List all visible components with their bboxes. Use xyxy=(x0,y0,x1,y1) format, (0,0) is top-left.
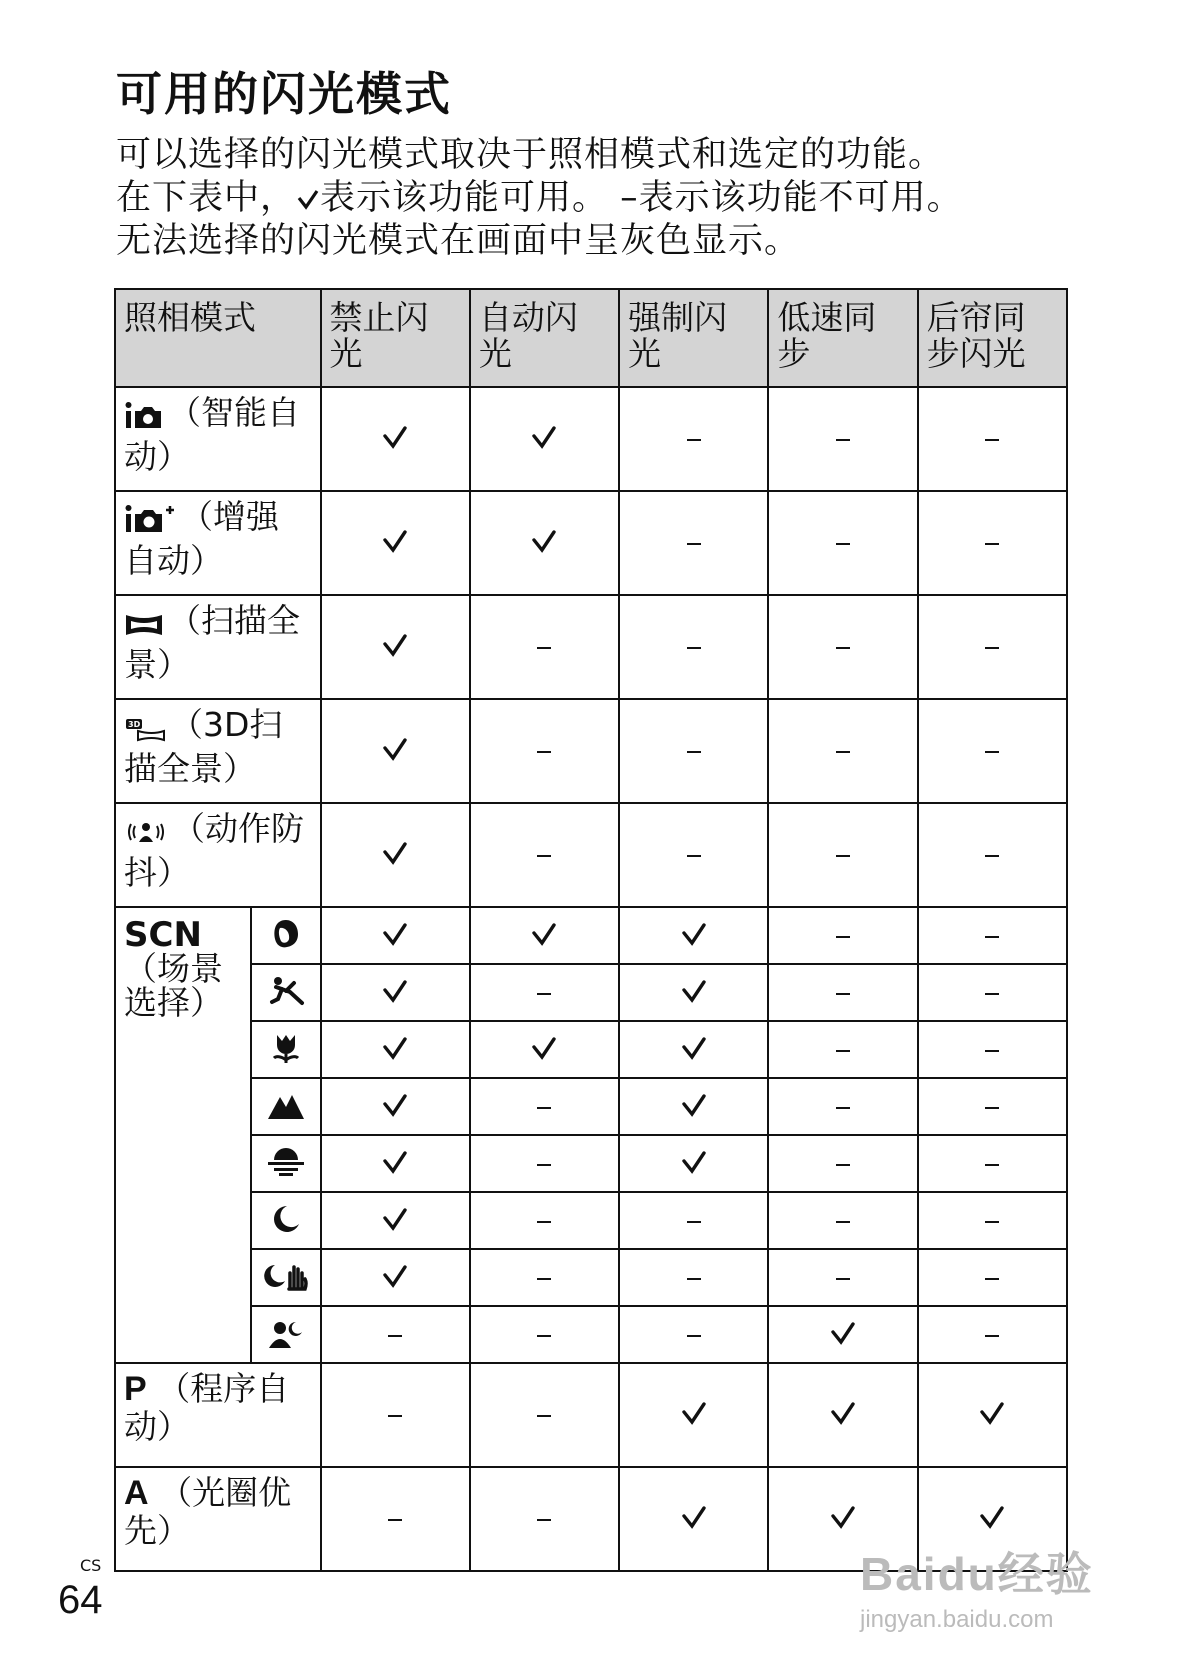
dash-icon xyxy=(985,439,999,441)
check-icon xyxy=(382,1263,408,1289)
dash-icon xyxy=(836,1050,850,1052)
night-scene-icon xyxy=(269,1221,303,1240)
intro-line-2: 在下表中， 表示该功能可用。 –表示该功能不可用。 xyxy=(116,178,963,218)
dash-icon xyxy=(537,993,551,995)
cell-slow-sync xyxy=(768,1078,917,1135)
check-icon xyxy=(830,1504,856,1530)
mode-label: （增强自动） xyxy=(124,497,279,580)
dash-icon xyxy=(836,1278,850,1280)
scene-icon-cell xyxy=(251,964,320,1021)
mode-label: （智能自动） xyxy=(124,393,300,476)
cell-autoflash xyxy=(470,907,619,964)
check-icon xyxy=(531,921,557,947)
table-row xyxy=(115,1021,1067,1078)
check-icon xyxy=(681,1092,707,1118)
cell-slow-sync xyxy=(768,964,917,1021)
dash-icon xyxy=(537,1335,551,1337)
dash-icon xyxy=(537,1278,551,1280)
cell-rear-sync xyxy=(918,387,1067,491)
cell-slow-sync xyxy=(768,1192,917,1249)
flash-mode-table xyxy=(114,288,1068,1572)
cell-autoflash xyxy=(470,491,619,595)
cell-slow-sync xyxy=(768,1363,917,1467)
cell-rear-sync xyxy=(918,803,1067,907)
cell-slow-sync xyxy=(768,1135,917,1192)
scene-icon-cell xyxy=(251,1306,320,1363)
dash-icon xyxy=(836,1221,850,1223)
dash-icon xyxy=(985,647,999,649)
handheld-twilight-icon xyxy=(263,1278,309,1297)
watermark-url: jingyan.baidu.com xyxy=(860,1606,1054,1633)
table-row xyxy=(115,1135,1067,1192)
table-row xyxy=(115,1192,1067,1249)
dash-icon xyxy=(537,751,551,753)
dash-icon xyxy=(537,1221,551,1223)
cell-flash-off xyxy=(321,1021,470,1078)
dash-icon xyxy=(388,1335,402,1337)
scn-mode-cell xyxy=(115,907,251,1363)
dash-icon xyxy=(836,751,850,753)
dash-icon xyxy=(985,855,999,857)
cell-flash-off xyxy=(321,1363,470,1467)
dash-icon xyxy=(388,1415,402,1417)
check-icon xyxy=(681,978,707,1004)
table-row xyxy=(115,1363,1067,1467)
dash-icon xyxy=(985,1164,999,1166)
cell-rear-sync xyxy=(918,1078,1067,1135)
check-icon xyxy=(681,921,707,947)
cell-flash-off xyxy=(321,907,470,964)
cell-fill-flash xyxy=(619,964,768,1021)
check-icon xyxy=(830,1400,856,1426)
cell-fill-flash xyxy=(619,1021,768,1078)
scn-label: SCN xyxy=(124,915,202,955)
table-row xyxy=(115,595,1067,699)
dash-icon xyxy=(836,1164,850,1166)
dash-icon xyxy=(985,936,999,938)
anti-motion-blur-icon xyxy=(124,816,168,854)
dash-icon xyxy=(687,543,701,545)
dash-icon xyxy=(687,855,701,857)
cell-fill-flash xyxy=(619,1363,768,1467)
page-lang: CS xyxy=(80,1556,102,1575)
dash-icon xyxy=(836,855,850,857)
check-icon xyxy=(979,1400,1005,1426)
dash-icon xyxy=(985,1221,999,1223)
cell-fill-flash xyxy=(619,1306,768,1363)
page-title: 可用的闪光模式 xyxy=(116,67,452,121)
dash-icon xyxy=(537,1164,551,1166)
check-icon xyxy=(382,978,408,1004)
cell-flash-off xyxy=(321,1467,470,1571)
dash-icon xyxy=(687,751,701,753)
mode-cell xyxy=(115,1363,321,1467)
check-icon xyxy=(382,736,408,762)
cell-rear-sync xyxy=(918,1249,1067,1306)
cell-fill-flash xyxy=(619,1135,768,1192)
check-icon xyxy=(531,424,557,450)
dash-icon xyxy=(836,647,850,649)
cell-autoflash xyxy=(470,1306,619,1363)
cell-flash-off xyxy=(321,964,470,1021)
cell-fill-flash xyxy=(619,907,768,964)
portrait-icon xyxy=(269,936,303,955)
cell-flash-off xyxy=(321,803,470,907)
check-icon xyxy=(296,187,320,211)
dash-icon xyxy=(537,1107,551,1109)
mode-label: （光圈优先） xyxy=(124,1473,292,1550)
cell-rear-sync xyxy=(918,1192,1067,1249)
dash-icon xyxy=(388,1519,402,1521)
dash-icon xyxy=(985,751,999,753)
cell-fill-flash xyxy=(619,595,768,699)
cell-slow-sync xyxy=(768,1249,917,1306)
mode-label: （扫描全景） xyxy=(124,601,300,684)
cell-autoflash xyxy=(470,803,619,907)
cell-rear-sync xyxy=(918,1135,1067,1192)
check-icon xyxy=(382,1206,408,1232)
macro-icon xyxy=(269,1050,303,1069)
mode-label: （程序自动） xyxy=(124,1369,290,1446)
cell-rear-sync xyxy=(918,964,1067,1021)
scn-sublabel: （场景选择） xyxy=(124,949,223,1022)
cell-rear-sync xyxy=(918,699,1067,803)
header-flash-off: 禁止闪光 xyxy=(321,289,470,387)
check-icon xyxy=(382,1092,408,1118)
cell-autoflash xyxy=(470,699,619,803)
check-icon xyxy=(681,1149,707,1175)
cell-slow-sync xyxy=(768,803,917,907)
cell-flash-off xyxy=(321,1078,470,1135)
check-icon xyxy=(681,1400,707,1426)
intelligent-auto-icon xyxy=(124,400,164,438)
check-icon xyxy=(382,528,408,554)
mode-label: （3D扫描全景） xyxy=(124,705,283,788)
intro-text xyxy=(116,134,963,263)
scene-icon-cell xyxy=(251,1021,320,1078)
svg-text:3D: 3D xyxy=(128,720,141,729)
check-icon xyxy=(382,840,408,866)
dash-icon xyxy=(537,1519,551,1521)
check-icon xyxy=(531,1035,557,1061)
check-icon xyxy=(382,1149,408,1175)
cell-fill-flash xyxy=(619,387,768,491)
mode-cell xyxy=(115,491,321,595)
dash-icon xyxy=(537,1415,551,1417)
watermark-brand: Baidu经验 xyxy=(860,1548,1094,1600)
check-icon xyxy=(382,424,408,450)
header-fill-flash: 强制闪光 xyxy=(619,289,768,387)
check-icon xyxy=(979,1504,1005,1530)
cell-slow-sync xyxy=(768,491,917,595)
table-row xyxy=(115,1249,1067,1306)
cell-flash-off xyxy=(321,699,470,803)
dash-icon xyxy=(687,1335,701,1337)
superior-auto-icon xyxy=(124,502,176,542)
cell-autoflash xyxy=(470,1078,619,1135)
table-row xyxy=(115,491,1067,595)
mode-cell xyxy=(115,1467,321,1571)
cell-rear-sync xyxy=(918,595,1067,699)
cell-autoflash xyxy=(470,1363,619,1467)
cell-rear-sync xyxy=(918,491,1067,595)
mode-label: （动作防抖） xyxy=(124,809,304,892)
dash-icon xyxy=(836,993,850,995)
cell-slow-sync xyxy=(768,1021,917,1078)
scene-icon-cell xyxy=(251,1192,320,1249)
check-icon xyxy=(382,1035,408,1061)
intro-line-3: 无法选择的闪光模式在画面中呈灰色显示。 xyxy=(116,221,801,261)
table-header-row xyxy=(115,289,1067,387)
cell-slow-sync xyxy=(768,907,917,964)
check-icon xyxy=(531,528,557,554)
cell-slow-sync xyxy=(768,699,917,803)
mode-cell xyxy=(115,595,321,699)
dash-icon xyxy=(687,1221,701,1223)
cell-autoflash xyxy=(470,1467,619,1571)
dash-icon xyxy=(687,647,701,649)
scene-icon-cell xyxy=(251,1135,320,1192)
check-icon xyxy=(830,1320,856,1346)
cell-fill-flash xyxy=(619,1467,768,1571)
cell-autoflash xyxy=(470,1192,619,1249)
check-icon xyxy=(382,921,408,947)
3d-sweep-panorama-icon xyxy=(124,712,166,750)
table-row xyxy=(115,803,1067,907)
header-rear-sync: 后帘同步闪光 xyxy=(918,289,1067,387)
cell-rear-sync xyxy=(918,1306,1067,1363)
cell-flash-off xyxy=(321,595,470,699)
cell-rear-sync xyxy=(918,1021,1067,1078)
table-row xyxy=(115,907,1067,964)
cell-fill-flash xyxy=(619,491,768,595)
cell-autoflash xyxy=(470,1249,619,1306)
intro-line-1: 可以选择的闪光模式取决于照相模式和选定的功能。 xyxy=(116,135,945,175)
mode-letter: P xyxy=(124,1370,147,1408)
sports-icon xyxy=(266,993,306,1012)
header-slow-sync: 低速同步 xyxy=(768,289,917,387)
dash-icon xyxy=(836,1107,850,1109)
dash-icon xyxy=(836,936,850,938)
check-icon xyxy=(681,1504,707,1530)
cell-fill-flash xyxy=(619,1078,768,1135)
check-icon xyxy=(382,632,408,658)
night-portrait-icon xyxy=(266,1335,306,1354)
dash-icon xyxy=(687,439,701,441)
cell-flash-off xyxy=(321,1249,470,1306)
cell-flash-off xyxy=(321,1306,470,1363)
table-row xyxy=(115,1078,1067,1135)
cell-fill-flash xyxy=(619,1249,768,1306)
sunset-icon xyxy=(266,1163,306,1182)
cell-slow-sync xyxy=(768,1306,917,1363)
page-num: 64 xyxy=(58,1578,103,1622)
mode-cell xyxy=(115,699,321,803)
mode-cell xyxy=(115,387,321,491)
sweep-panorama-icon xyxy=(124,608,164,646)
dash-icon xyxy=(985,1050,999,1052)
dash-icon xyxy=(687,1278,701,1280)
watermark xyxy=(860,1538,1094,1634)
cell-flash-off xyxy=(321,387,470,491)
dash-icon xyxy=(985,993,999,995)
table-row xyxy=(115,387,1067,491)
cell-fill-flash xyxy=(619,699,768,803)
cell-autoflash xyxy=(470,595,619,699)
scene-icon-cell xyxy=(251,1249,320,1306)
landscape-icon xyxy=(266,1106,306,1125)
table-row xyxy=(115,699,1067,803)
cell-autoflash xyxy=(470,1135,619,1192)
cell-flash-off xyxy=(321,1135,470,1192)
dash-icon xyxy=(985,1278,999,1280)
mode-letter: A xyxy=(124,1474,149,1512)
cell-flash-off xyxy=(321,1192,470,1249)
dash-icon xyxy=(985,1335,999,1337)
cell-flash-off xyxy=(321,491,470,595)
cell-fill-flash xyxy=(619,803,768,907)
dash-icon xyxy=(985,1107,999,1109)
cell-autoflash xyxy=(470,964,619,1021)
cell-rear-sync xyxy=(918,907,1067,964)
dash-icon xyxy=(537,647,551,649)
table-row xyxy=(115,964,1067,1021)
cell-autoflash xyxy=(470,387,619,491)
mode-cell xyxy=(115,803,321,907)
dash-icon xyxy=(537,855,551,857)
dash-icon xyxy=(836,439,850,441)
dash-icon xyxy=(985,543,999,545)
header-autoflash: 自动闪光 xyxy=(470,289,619,387)
dash-icon xyxy=(836,543,850,545)
scene-icon-cell xyxy=(251,907,320,964)
cell-fill-flash xyxy=(619,1192,768,1249)
check-icon xyxy=(681,1035,707,1061)
cell-autoflash xyxy=(470,1021,619,1078)
table-row xyxy=(115,1306,1067,1363)
scene-icon-cell xyxy=(251,1078,320,1135)
header-shooting-mode: 照相模式 xyxy=(115,289,321,387)
cell-rear-sync xyxy=(918,1363,1067,1467)
cell-slow-sync xyxy=(768,387,917,491)
cell-slow-sync xyxy=(768,595,917,699)
